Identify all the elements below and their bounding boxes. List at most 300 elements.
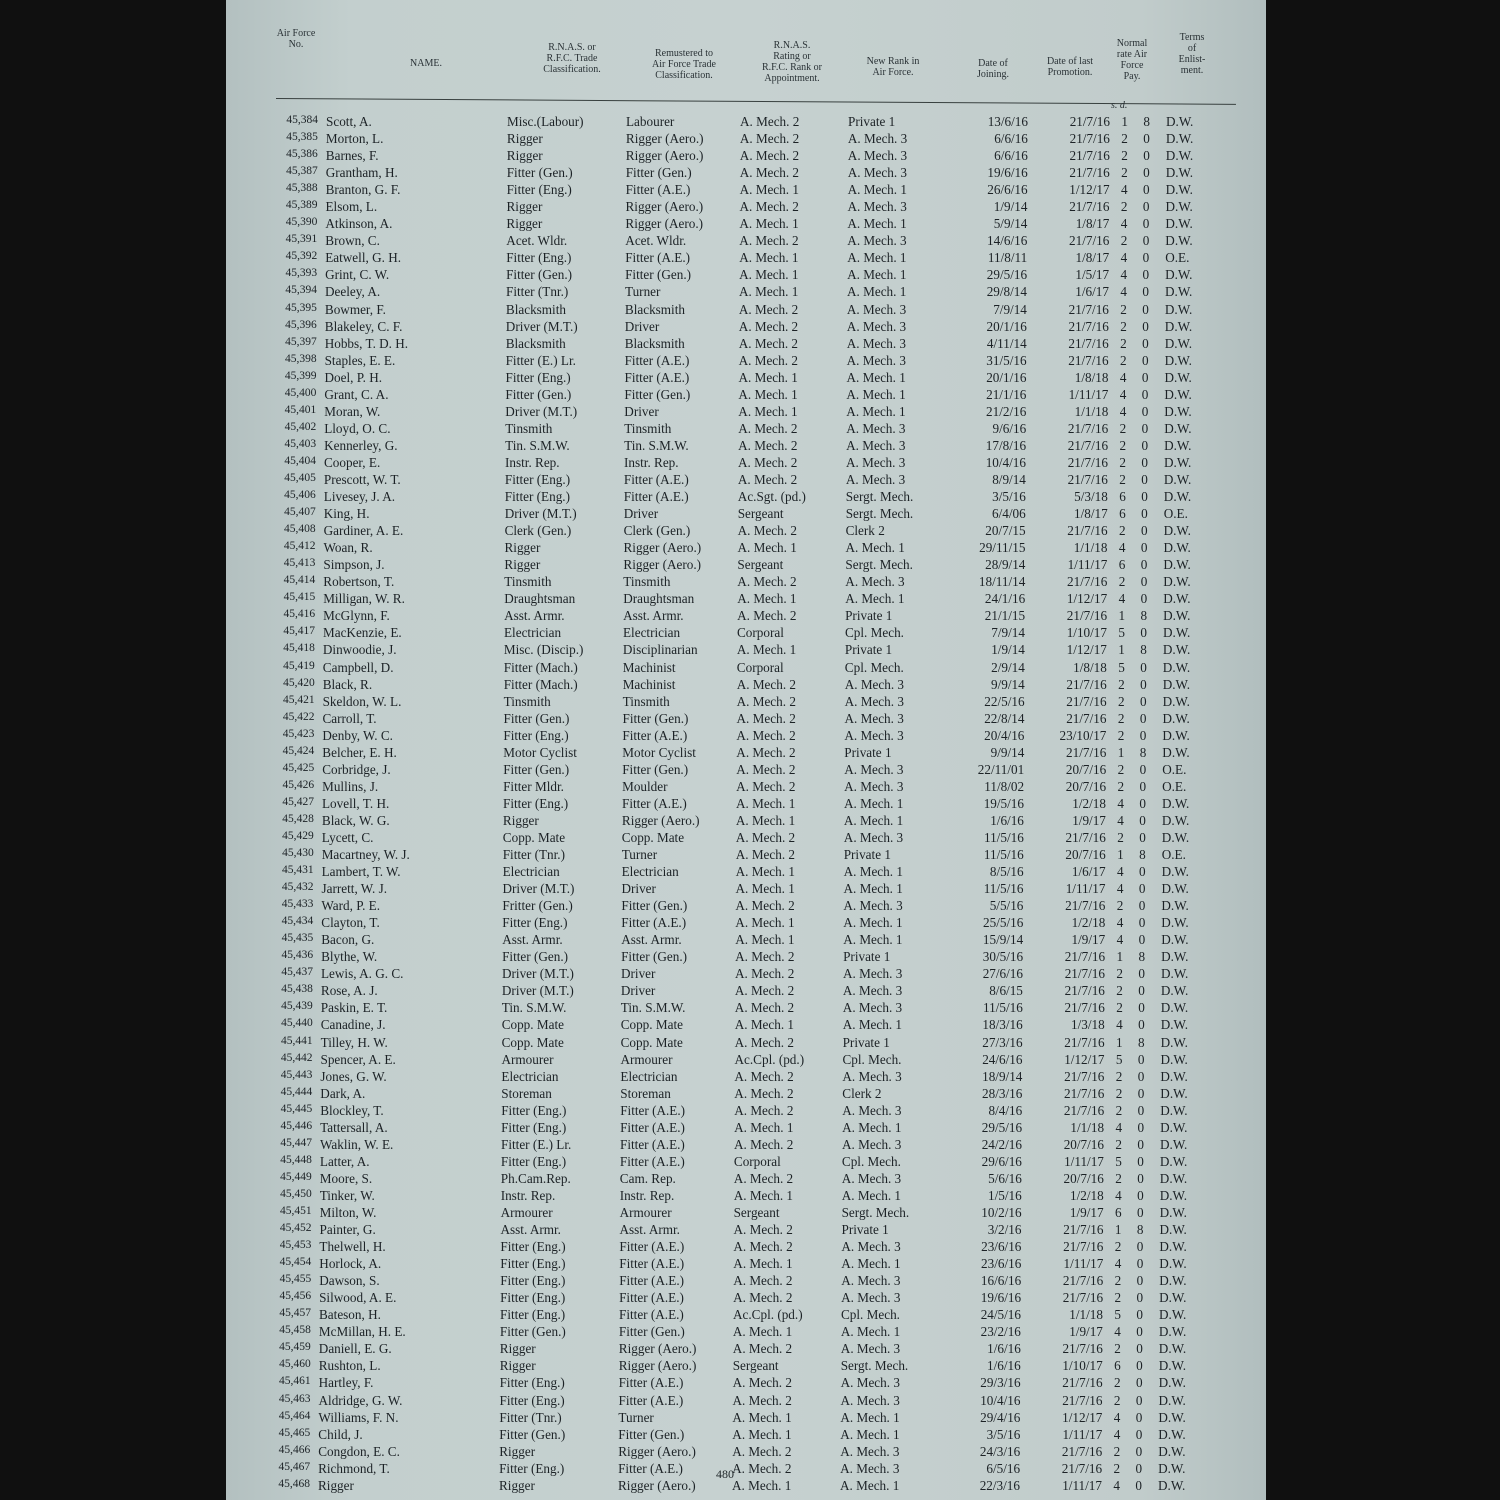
- cell-new-rank: A. Mech. 1: [847, 284, 907, 300]
- cell-pay-pence: 0: [1139, 727, 1147, 743]
- cell-pay-shillings: 2: [1120, 233, 1128, 249]
- cell-trade: Armourer: [500, 1205, 553, 1220]
- cell-date-joining: 29/11/15: [979, 540, 1026, 556]
- cell-remustered: Fitter (A.E.): [620, 1119, 685, 1135]
- table-row: [226, 813, 1262, 830]
- table-row: [226, 881, 1262, 898]
- cell-pay-pence: 0: [1141, 471, 1148, 487]
- table-row: [226, 523, 1264, 540]
- table-row: [226, 216, 1265, 233]
- table-row: [226, 421, 1264, 438]
- cell-pay-pence: 0: [1139, 795, 1146, 811]
- cell-remustered: Fitter (A.E.): [618, 1460, 683, 1476]
- cell-date-promotion: 21/7/16: [1067, 454, 1108, 470]
- cell-remustered: Fitter (Gen.): [624, 386, 691, 402]
- cell-rating: A. Mech. 1: [733, 1187, 794, 1203]
- cell-name: Staples, E. E.: [324, 352, 396, 368]
- cell-date-promotion: 21/7/16: [1062, 1375, 1103, 1391]
- cell-rating: A. Mech. 1: [732, 1409, 792, 1425]
- cell-trade: Tinsmith: [504, 574, 552, 590]
- cell-pay-shillings: 2: [1115, 1068, 1123, 1084]
- cell-date-joining: 20/7/15: [985, 523, 1026, 539]
- cell-pay-pence: 0: [1139, 778, 1147, 794]
- header-pay: Normal rate Air Force Pay.: [1116, 38, 1148, 82]
- table-row: [226, 677, 1263, 694]
- cell-trade: Fitter (Tnr.): [502, 847, 565, 863]
- cell-date-joining: 2/9/14: [991, 659, 1025, 675]
- cell-remustered: Machinist: [622, 676, 676, 692]
- cell-trade: Fitter (Tnr.): [506, 284, 569, 300]
- cell-remustered: Rigger (Aero.): [625, 216, 704, 232]
- cell-remustered: Tin. S.M.W.: [624, 437, 689, 453]
- cell-trade: Blacksmith: [505, 335, 566, 351]
- cell-trade: Fitter (Gen.): [505, 386, 572, 402]
- cell-remustered: Rigger (Aero.): [618, 1341, 697, 1357]
- cell-pay-shillings: 2: [1121, 131, 1128, 147]
- cell-name: Tinker, W.: [319, 1187, 375, 1203]
- cell-name: Branton, G. F.: [325, 182, 401, 198]
- cell-pay-pence: 0: [1136, 1307, 1143, 1323]
- cell-new-rank: A. Mech. 3: [844, 693, 904, 709]
- cell-name: Aldridge, G. W.: [318, 1392, 403, 1408]
- cell-date-promotion: 1/10/17: [1062, 1358, 1103, 1374]
- cell-rating: A. Mech. 2: [735, 898, 795, 914]
- cell-pay-pence: 0: [1140, 693, 1147, 709]
- cell-remustered: Fitter (A.E.): [622, 727, 688, 743]
- table-row: [226, 932, 1261, 949]
- cell-terms: D.W.: [1158, 1341, 1187, 1357]
- cell-pay-shillings: 2: [1114, 1375, 1121, 1391]
- cell-pay-shillings: 5: [1118, 659, 1125, 675]
- cell-trade: Clerk (Gen.): [504, 523, 572, 539]
- cell-remustered: Fitter (A.E.): [622, 795, 687, 811]
- cell-remustered: Rigger (Aero.): [623, 540, 702, 556]
- cell-pay-pence: 0: [1140, 625, 1147, 641]
- cell-remustered: Motor Cyclist: [622, 744, 696, 760]
- cell-pay-shillings: 4: [1116, 915, 1124, 931]
- cell-pay-pence: 0: [1135, 1409, 1143, 1425]
- cell-trade: Fitter (Eng.): [500, 1256, 566, 1272]
- cell-trade: Fitter (Eng.): [499, 1392, 565, 1408]
- cell-air-force-no: 45,416: [283, 608, 316, 621]
- table-row: [226, 336, 1265, 353]
- cell-pay-shillings: 4: [1116, 932, 1124, 948]
- cell-remustered: Tinsmith: [623, 574, 671, 590]
- cell-terms: D.W.: [1161, 812, 1190, 828]
- cell-rating: A. Mech. 1: [735, 812, 796, 828]
- cell-new-rank: A. Mech. 3: [840, 1375, 900, 1391]
- cell-rating: A. Mech. 2: [732, 1460, 792, 1476]
- cell-pay-pence: 0: [1140, 659, 1147, 675]
- cell-date-promotion: 1/10/17: [1066, 625, 1107, 641]
- cell-pay-shillings: 4: [1116, 1017, 1123, 1033]
- cell-terms: D.W.: [1164, 335, 1193, 351]
- cell-new-rank: A. Mech. 3: [843, 898, 903, 914]
- cell-terms: D.W.: [1158, 1477, 1186, 1493]
- cell-remustered: Fitter (Gen.): [625, 267, 692, 283]
- cell-pay-shillings: 2: [1120, 318, 1127, 334]
- cell-trade: Rigger: [506, 148, 543, 164]
- cell-remustered: Rigger (Aero.): [625, 131, 704, 147]
- cell-pay-pence: 0: [1140, 574, 1148, 590]
- cell-new-rank: A. Mech. 3: [846, 437, 906, 453]
- cell-name: Rose, A. J.: [320, 983, 378, 999]
- cell-new-rank: A. Mech. 1: [844, 795, 904, 811]
- table-row: [226, 1069, 1260, 1086]
- cell-date-joining: 6/6/16: [994, 131, 1028, 147]
- cell-date-joining: 30/5/16: [982, 949, 1024, 965]
- cell-new-rank: A. Mech. 1: [840, 1409, 900, 1425]
- cell-name: Paskin, E. T.: [320, 1000, 388, 1016]
- cell-terms: D.W.: [1163, 523, 1191, 539]
- cell-terms: D.W.: [1158, 1409, 1186, 1425]
- cell-remustered: Armourer: [619, 1205, 672, 1220]
- cell-remustered: Driver: [624, 318, 660, 334]
- cell-remustered: Electrician: [621, 864, 679, 880]
- cell-rating: A. Mech. 2: [738, 335, 799, 351]
- cell-new-rank: A. Mech. 3: [842, 1136, 902, 1152]
- cell-date-promotion: 1/1/18: [1069, 1307, 1103, 1323]
- cell-new-rank: A. Mech. 3: [846, 420, 906, 436]
- cell-pay-shillings: 2: [1115, 1085, 1123, 1101]
- cell-air-force-no: 45,419: [283, 659, 315, 672]
- cell-pay-pence: 8: [1140, 608, 1148, 624]
- cell-trade: Fitter (Gen.): [506, 267, 573, 283]
- table-row: [226, 199, 1266, 216]
- cell-pay-pence: 0: [1138, 1017, 1145, 1033]
- cell-new-rank: A. Mech. 3: [842, 1102, 902, 1118]
- cell-name: Moran, W.: [324, 403, 381, 419]
- cell-terms: D.W.: [1161, 864, 1189, 880]
- cell-pay-shillings: 1: [1116, 949, 1124, 965]
- cell-name: Lewis, A. G. C.: [321, 966, 404, 982]
- cell-date-joining: 21/1/15: [984, 608, 1026, 624]
- cell-pay-pence: 0: [1135, 1443, 1143, 1459]
- cell-terms: D.W.: [1165, 131, 1194, 147]
- cell-remustered: Fitter (Gen.): [622, 761, 689, 777]
- table-row: [226, 728, 1262, 745]
- cell-date-joining: 27/6/16: [982, 966, 1023, 982]
- cell-name: Woan, R.: [323, 540, 373, 556]
- cell-pay-shillings: 4: [1116, 881, 1124, 897]
- cell-pay-pence: 0: [1141, 403, 1149, 419]
- cell-date-promotion: 1/12/17: [1062, 1409, 1103, 1425]
- cell-terms: D.W.: [1164, 301, 1193, 317]
- cell-date-joining: 1/6/16: [987, 1341, 1021, 1357]
- cell-date-promotion: 21/7/16: [1066, 744, 1107, 760]
- cell-air-force-no: 45,461: [278, 1375, 311, 1388]
- page-number: 480: [716, 1467, 734, 1481]
- cell-date-promotion: 1/11/17: [1065, 881, 1106, 897]
- cell-terms: D.W.: [1163, 540, 1191, 556]
- cell-new-rank: A. Mech. 1: [847, 250, 907, 266]
- cell-new-rank: A. Mech. 3: [844, 778, 904, 794]
- cell-date-joining: 25/5/16: [983, 915, 1024, 931]
- cell-rating: A. Mech. 1: [732, 1477, 792, 1493]
- cell-name: Dinwoodie, J.: [322, 642, 397, 658]
- cell-new-rank: Private 1: [848, 114, 896, 129]
- cell-air-force-no: 45,423: [282, 727, 315, 740]
- cell-terms: D.W.: [1158, 1426, 1186, 1442]
- cell-pay-pence: 0: [1138, 966, 1145, 982]
- cell-rating: A. Mech. 2: [736, 778, 796, 794]
- cell-date-joining: 22/11/01: [977, 761, 1025, 777]
- cell-terms: D.W.: [1158, 1324, 1187, 1340]
- cell-trade: Draughtsman: [504, 591, 576, 607]
- cell-rating: A. Mech. 1: [738, 403, 798, 419]
- cell-date-promotion: 21/7/16: [1067, 420, 1109, 436]
- cell-rating: A. Mech. 2: [739, 148, 800, 164]
- cell-name: Williams, F. N.: [318, 1409, 399, 1425]
- cell-rating: A. Mech. 2: [738, 352, 798, 368]
- cell-date-promotion: 20/7/16: [1063, 1136, 1104, 1152]
- cell-new-rank: A. Mech. 1: [842, 1119, 902, 1135]
- cell-name: Grint, C. W.: [325, 267, 390, 283]
- cell-rating: A. Mech. 2: [735, 847, 796, 863]
- cell-pay-pence: 0: [1139, 829, 1146, 845]
- cell-remustered: Rigger (Aero.): [625, 199, 704, 215]
- cell-pay-pence: 0: [1137, 1153, 1144, 1169]
- cell-air-force-no: 45,391: [285, 233, 318, 246]
- cell-remustered: Fitter (A.E.): [619, 1290, 684, 1306]
- cell-air-force-no: 45,460: [279, 1358, 311, 1371]
- cell-trade: Fitter (Eng.): [506, 250, 572, 266]
- cell-name: Rigger: [318, 1477, 354, 1493]
- cell-terms: D.W.: [1164, 369, 1192, 385]
- cell-trade: Instr. Rep.: [500, 1187, 556, 1203]
- cell-pay-pence: 0: [1142, 233, 1150, 249]
- cell-pay-shillings: 2: [1117, 829, 1124, 845]
- cell-new-rank: A. Mech. 3: [845, 471, 906, 487]
- cell-trade: Electrician: [501, 1068, 559, 1084]
- cell-remustered: Copp. Mate: [620, 1017, 683, 1033]
- cell-pay-shillings: 2: [1118, 676, 1125, 692]
- cell-date-joining: 18/9/14: [982, 1068, 1023, 1084]
- cell-date-promotion: 1/12/17: [1064, 1051, 1105, 1067]
- cell-date-promotion: 21/7/16: [1069, 199, 1110, 215]
- cell-trade: Fitter (Eng.): [503, 727, 569, 743]
- cell-terms: D.W.: [1164, 454, 1192, 470]
- cell-date-promotion: 1/11/17: [1062, 1426, 1103, 1442]
- cell-pay-pence: 0: [1137, 1068, 1145, 1084]
- cell-trade: Rigger: [499, 1358, 536, 1374]
- cell-terms: D.W.: [1161, 898, 1189, 914]
- cell-date-promotion: 21/7/16: [1064, 1034, 1105, 1050]
- cell-date-joining: 18/11/14: [978, 574, 1026, 590]
- cell-date-joining: 28/9/14: [985, 557, 1026, 573]
- cell-date-promotion: 1/8/17: [1075, 216, 1110, 232]
- cell-trade: Copp. Mate: [501, 1034, 564, 1050]
- cell-pay-shillings: 4: [1117, 795, 1124, 811]
- cell-remustered: Fitter (A.E.): [619, 1307, 684, 1323]
- table-row: [226, 694, 1263, 711]
- cell-pay-pence: 0: [1140, 676, 1147, 692]
- cell-date-joining: 1/5/16: [987, 1187, 1022, 1203]
- cell-trade: Rigger: [499, 1443, 536, 1459]
- cell-pay-pence: 0: [1138, 898, 1146, 914]
- table-row: [226, 148, 1266, 165]
- cell-date-promotion: 21/7/16: [1061, 1443, 1103, 1459]
- cell-air-force-no: 45,403: [284, 437, 317, 450]
- cell-name: Painter, G.: [319, 1222, 376, 1238]
- cell-terms: D.W.: [1165, 182, 1193, 198]
- cell-trade: Rigger: [506, 199, 543, 215]
- cell-terms: D.W.: [1163, 608, 1191, 624]
- cell-new-rank: A. Mech. 3: [841, 1273, 901, 1289]
- cell-terms: D.W.: [1165, 165, 1194, 181]
- cell-date-promotion: 21/7/16: [1064, 949, 1106, 965]
- cell-rating: A. Mech. 2: [734, 1136, 794, 1152]
- cell-name: Ward, P. E.: [321, 898, 381, 914]
- cell-pay-pence: 0: [1138, 915, 1146, 931]
- cell-date-promotion: 21/7/16: [1066, 693, 1107, 709]
- cell-air-force-no: 45,446: [280, 1119, 313, 1132]
- cell-air-force-no: 45,430: [282, 847, 314, 860]
- table-row: [226, 233, 1265, 250]
- cell-air-force-no: 45,384: [286, 114, 318, 126]
- cell-name: Hartley, F.: [318, 1375, 374, 1391]
- cell-air-force-no: 45,401: [284, 403, 317, 416]
- cell-date-joining: 14/6/16: [987, 233, 1028, 249]
- table-row: [226, 353, 1265, 370]
- header-new-rank: New Rank in Air Force.: [866, 56, 920, 78]
- cell-date-promotion: 21/7/16: [1069, 131, 1110, 147]
- cell-pay-pence: 0: [1141, 454, 1148, 470]
- cell-new-rank: Private 1: [842, 1034, 890, 1050]
- cell-date-joining: 11/5/16: [983, 881, 1024, 897]
- cell-remustered: Turner: [625, 284, 661, 300]
- cell-pay-shillings: 2: [1120, 352, 1127, 368]
- cell-terms: D.W.: [1160, 1034, 1188, 1050]
- cell-pay-shillings: 1: [1116, 1034, 1123, 1050]
- cell-air-force-no: 45,447: [280, 1136, 312, 1149]
- cell-date-promotion: 1/9/17: [1069, 1324, 1103, 1340]
- cell-rating: A. Mech. 1: [739, 182, 799, 198]
- cell-terms: D.W.: [1162, 795, 1190, 811]
- cell-new-rank: A. Mech. 3: [842, 983, 903, 999]
- cell-terms: D.W.: [1163, 557, 1191, 573]
- cell-name: Atkinson, A.: [325, 216, 393, 232]
- cell-trade: Instr. Rep.: [505, 454, 560, 470]
- cell-date-promotion: 21/7/16: [1062, 1392, 1103, 1408]
- cell-air-force-no: 45,440: [281, 1017, 313, 1030]
- cell-pay-shillings: 2: [1114, 1239, 1122, 1255]
- cell-new-rank: Cpl. Mech.: [841, 1307, 900, 1323]
- cell-terms: D.W.: [1161, 829, 1190, 845]
- cell-date-promotion: 21/7/16: [1068, 352, 1109, 368]
- cell-name: Blythe, W.: [321, 949, 378, 965]
- cell-pay-shillings: 6: [1119, 489, 1126, 505]
- cell-pay-shillings: 4: [1119, 403, 1127, 419]
- cell-date-promotion: 1/2/18: [1069, 1187, 1104, 1203]
- cell-rating: A. Mech. 1: [736, 642, 797, 658]
- cell-air-force-no: 45,437: [281, 966, 313, 979]
- cell-date-joining: 21/1/16: [986, 386, 1027, 402]
- cell-trade: Fitter (Gen.): [503, 761, 570, 777]
- cell-name: Rushton, L.: [318, 1358, 381, 1374]
- cell-date-joining: 24/2/16: [981, 1136, 1022, 1152]
- table-row: [226, 1171, 1260, 1188]
- cell-date-joining: 23/6/16: [981, 1256, 1022, 1272]
- header-name: NAME.: [410, 58, 442, 69]
- cell-air-force-no: 45,402: [284, 420, 317, 433]
- cell-terms: D.W.: [1159, 1222, 1187, 1238]
- cell-new-rank: Cpl. Mech.: [842, 1051, 902, 1067]
- cell-name: Richmond, T.: [318, 1460, 390, 1476]
- cell-air-force-no: 45,393: [285, 267, 318, 280]
- cell-pay-shillings: 4: [1120, 267, 1128, 283]
- cell-new-rank: A. Mech. 3: [841, 1290, 901, 1306]
- cell-rating: A. Mech. 2: [736, 693, 796, 709]
- cell-new-rank: A. Mech. 3: [842, 1000, 903, 1016]
- cell-date-joining: 18/3/16: [982, 1017, 1023, 1033]
- header-date-promotion: Date of last Promotion.: [1046, 56, 1094, 78]
- cell-date-promotion: 1/11/17: [1064, 1153, 1104, 1169]
- cell-date-joining: 9/9/14: [990, 676, 1025, 692]
- cell-trade: Rigger: [499, 1477, 535, 1493]
- cell-date-joining: 4/11/14: [986, 335, 1027, 351]
- table-row: [226, 898, 1261, 915]
- cell-pay-shillings: 2: [1115, 1136, 1122, 1152]
- cell-pay-pence: 0: [1141, 489, 1148, 505]
- cell-rating: A. Mech. 2: [734, 1102, 794, 1118]
- cell-pay-pence: 0: [1139, 812, 1146, 828]
- table-row: [226, 1035, 1261, 1052]
- cell-remustered: Disciplinarian: [622, 642, 698, 658]
- cell-trade: Asst. Armr.: [504, 608, 565, 624]
- cell-rating: A. Mech. 1: [738, 369, 798, 385]
- cell-terms: D.W.: [1162, 693, 1190, 709]
- cell-name: Blockley, T.: [320, 1102, 384, 1118]
- cell-pay-shillings: 6: [1118, 557, 1126, 573]
- cell-name: Thelwell, H.: [319, 1239, 386, 1255]
- cell-date-promotion: 1/11/17: [1062, 1477, 1102, 1493]
- cell-pay-pence: 0: [1137, 1102, 1145, 1118]
- cell-pay-pence: 0: [1136, 1375, 1143, 1391]
- table-row: [226, 1222, 1260, 1239]
- cell-new-rank: Private 1: [841, 1222, 889, 1238]
- cell-date-joining: 8/4/16: [988, 1102, 1023, 1118]
- cell-remustered: Labourer: [626, 114, 675, 129]
- cell-air-force-no: 45,436: [281, 949, 314, 962]
- cell-air-force-no: 45,389: [285, 199, 318, 212]
- cell-trade: Tin. S.M.W.: [501, 1000, 567, 1016]
- cell-new-rank: A. Mech. 3: [843, 829, 904, 845]
- cell-trade: Fritter (Gen.): [502, 898, 573, 914]
- cell-remustered: Copp. Mate: [620, 1034, 683, 1050]
- cell-name: Lambert, T. W.: [321, 864, 401, 880]
- cell-terms: O.E.: [1162, 761, 1187, 777]
- pay-units-label: s. d.: [1111, 100, 1128, 111]
- cell-rating: A. Mech. 2: [738, 420, 798, 436]
- cell-air-force-no: 45,444: [280, 1085, 313, 1098]
- cell-date-joining: 20/1/16: [986, 318, 1027, 334]
- cell-name: Child, J.: [318, 1426, 363, 1442]
- cell-new-rank: Private 1: [845, 608, 893, 624]
- table-row: [226, 1154, 1260, 1171]
- cell-trade: Rigger: [506, 216, 543, 232]
- cell-rating: A. Mech. 2: [735, 966, 795, 982]
- cell-remustered: Driver: [624, 403, 659, 419]
- cell-pay-pence: 0: [1141, 369, 1149, 385]
- cell-air-force-no: 45,388: [285, 182, 318, 195]
- cell-rating: Sergeant: [733, 1205, 780, 1220]
- table-row: [226, 114, 1266, 131]
- cell-air-force-no: 45,425: [282, 761, 315, 774]
- cell-terms: D.W.: [1160, 1102, 1188, 1118]
- cell-pay-pence: 0: [1137, 1187, 1144, 1203]
- cell-name: Gardiner, A. E.: [323, 523, 404, 539]
